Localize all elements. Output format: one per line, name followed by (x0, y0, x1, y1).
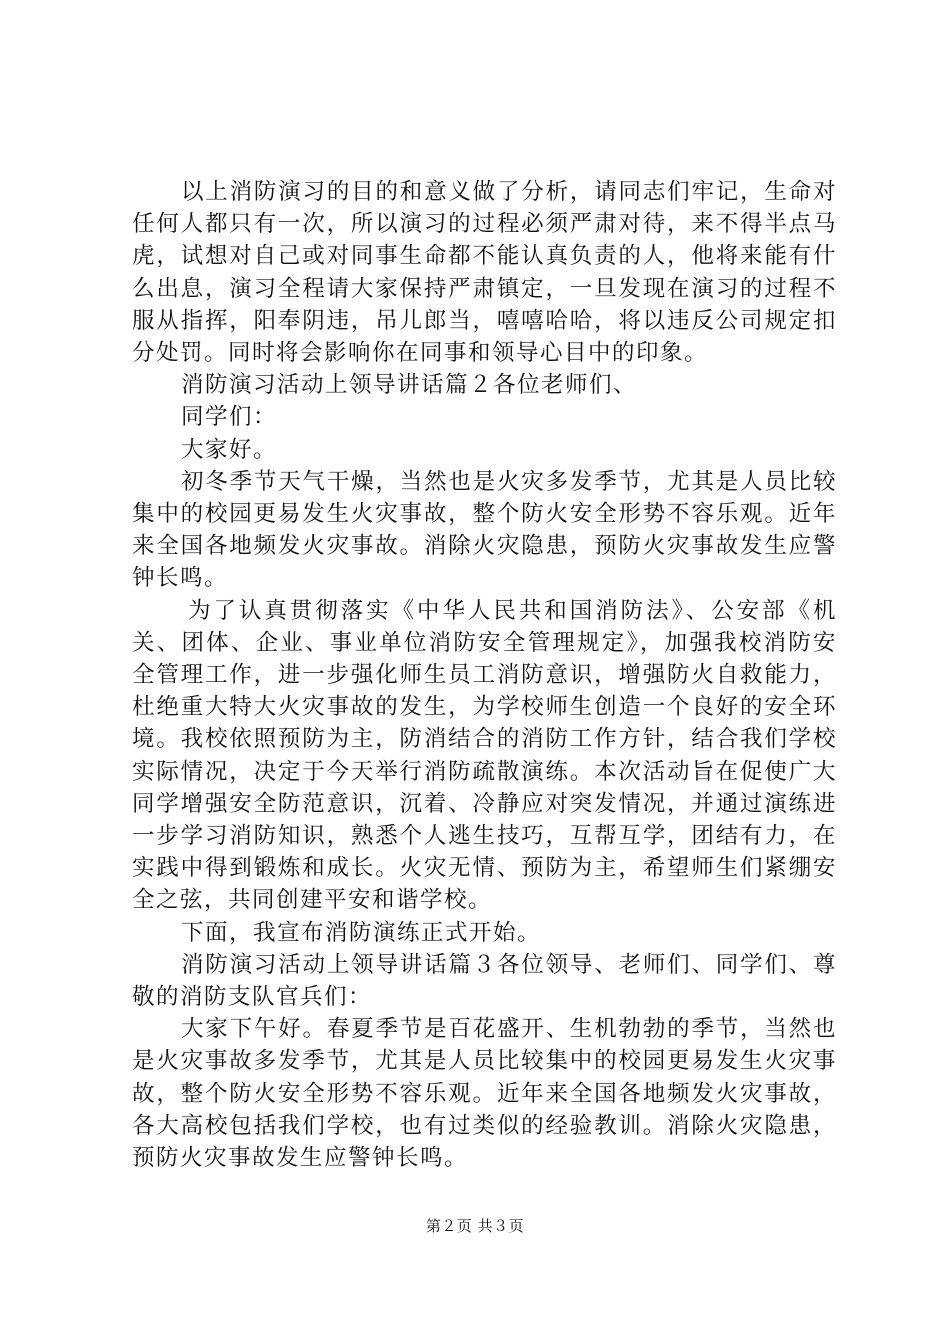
paragraph-spring-fire-risk: 大家下午好。春夏季节是百花盛开、生机勃勃的季节，当然也是火灾事故多发季节，尤其是人员比较集中的校园更易发生火灾事故，整个防火安全形势不容乐观。近年来全国各地频发火灾事故，各大高校包括我们学校，也有过类似的经验教训。消除火灾隐患，预防火灾事故发生应警钟长鸣。 (132, 1016, 837, 1172)
paragraph-hello: 大家好。 (181, 436, 278, 463)
page-number-footer: 第２页 共３页 (425, 1217, 525, 1235)
paragraph-speech-3-heading: 消防演习活动上领导讲话篇３各位领导、老师们、同学们、尊敬的消防支队官兵们： (132, 951, 837, 1011)
paragraph-drill-summary: 以上消防演习的目的和意义做了分析，请同志们牢记，生命对任何人都只有一次，所以演习的过程必须严肃对待，来不得半点马虎，试想对自己或对同事生命都不能认真负责的人，他将来能有什么出息，演习全程请大家保持严肃镇定，一旦发现在演习的过程不服从指挥，阳奉阴违，吊儿郎当，嘻嘻哈哈，将以违反公司规定扣分处罚。同时将会影响你在同事和领导心目中的印象。 (132, 179, 837, 367)
paragraph-fire-law-drill: 为了认真贯彻落实《中华人民共和国消防法》、公安部《机关、团体、企业、事业单位消防安全管理规定》，加强我校消防安全管理工作，进一步强化师生员工消防意识，增强防火自救能力，杜绝重大特大火灾事故的发生，为学校师生创造一个良好的安全环境。我校依照预防为主，防消结合的消防工作方针，结合我们学校实际情况，决定于今天举行消防疏散演练。本次活动旨在促使广大同学增强安全防范意识，沉着、冷静应对突发情况，并通过演练进一步学习消防知识，熟悉个人逃生技巧，互帮互学，团结有力，在实践中得到锻炼和成长。火灾无情、预防为主，希望师生们紧绷安全之弦，共同创建平安和谐学校。 (132, 597, 837, 914)
paragraph-greeting-students: 同学们： (181, 404, 278, 431)
paragraph-winter-fire-risk: 初冬季节天气干燥，当然也是火灾多发季节，尤其是人员比较集中的校园更易发生火灾事故，整个防火安全形势不容乐观。近年来全国各地频发火灾事故。消除火灾隐患，预防火灾事故发生应警钟长鸣。 (132, 468, 837, 592)
document-body (132, 176, 837, 1174)
paragraph-speech-2-heading: 消防演习活动上领导讲话篇２各位老师们、 (181, 372, 638, 399)
paragraph-drill-start: 下面，我宣布消防演练正式开始。 (181, 919, 542, 946)
